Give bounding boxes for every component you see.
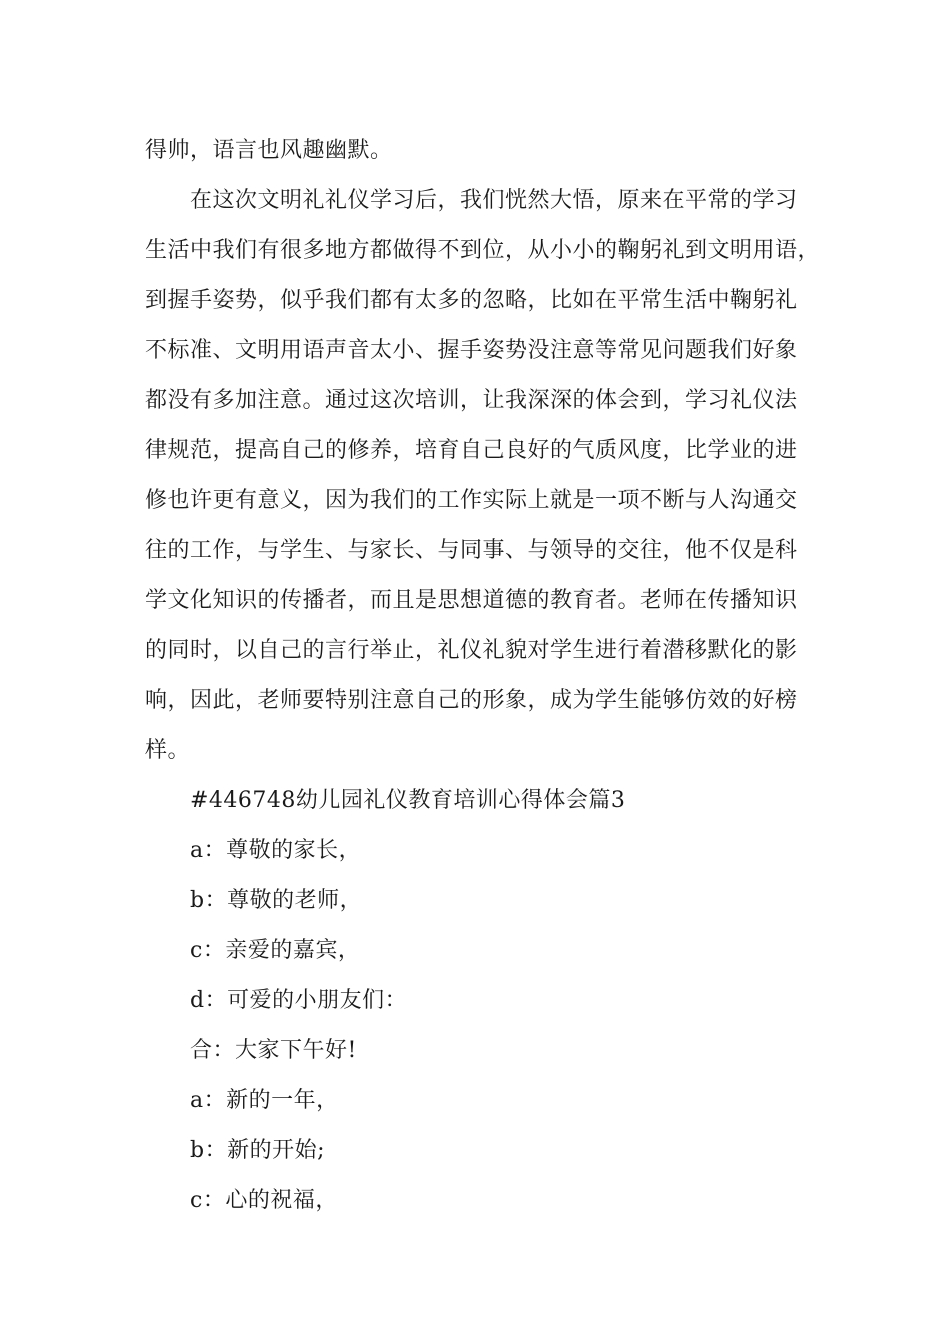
text-line: 往的工作，与学生、与家长、与同事、与领导的交往，他不仅是科 (145, 538, 798, 563)
dialogue-line: b：尊敬的老师， (190, 888, 363, 913)
text-line: 不标准、文明用语声音太小、握手姿势没注意等常见问题我们好象 (145, 338, 798, 363)
text-line: 到握手姿势，似乎我们都有太多的忽略，比如在平常生活中鞠躬礼 (145, 288, 798, 313)
dialogue-line: c：亲爱的嘉宾， (190, 938, 361, 963)
text-line: 都没有多加注意。通过这次培训，让我深深的体会到，学习礼仪法 (145, 388, 798, 413)
text-line: 样。 (145, 738, 191, 763)
dialogue-line: c：心的祝福， (190, 1188, 338, 1213)
dialogue-line: b：新的开始; (190, 1138, 325, 1163)
text-line: 律规范，提高自己的修养，培育自己良好的气质风度，比学业的进 (145, 438, 798, 463)
text-line: 响，因此，老师要特别注意自己的形象，成为学生能够仿效的好榜 (145, 688, 798, 713)
dialogue-line: a：尊敬的家长， (190, 838, 362, 863)
dialogue-line: 合：大家下午好! (190, 1038, 357, 1063)
text-line: 修也许更有意义，因为我们的工作实际上就是一项不断与人沟通交 (145, 488, 798, 513)
dialogue-line: a：新的一年， (190, 1088, 339, 1113)
text-line: 生活中我们有很多地方都做得不到位，从小小的鞠躬礼到文明用语， (145, 238, 821, 263)
text-line: 学文化知识的传播者，而且是思想道德的教育者。老师在传播知识 (145, 588, 798, 613)
text-line: 得帅，语言也风趣幽默。 (145, 138, 393, 163)
dialogue-line: d：可爱的小朋友们： (190, 988, 408, 1013)
paragraph-start: 在这次文明礼礼仪学习后，我们恍然大悟，原来在平常的学习 (190, 188, 798, 213)
text-line: 的同时，以自己的言行举止，礼仪礼貌对学生进行着潜移默化的影 (145, 638, 798, 663)
section-heading: #446748幼儿园礼仪教育培训心得体会篇3 (190, 788, 626, 813)
